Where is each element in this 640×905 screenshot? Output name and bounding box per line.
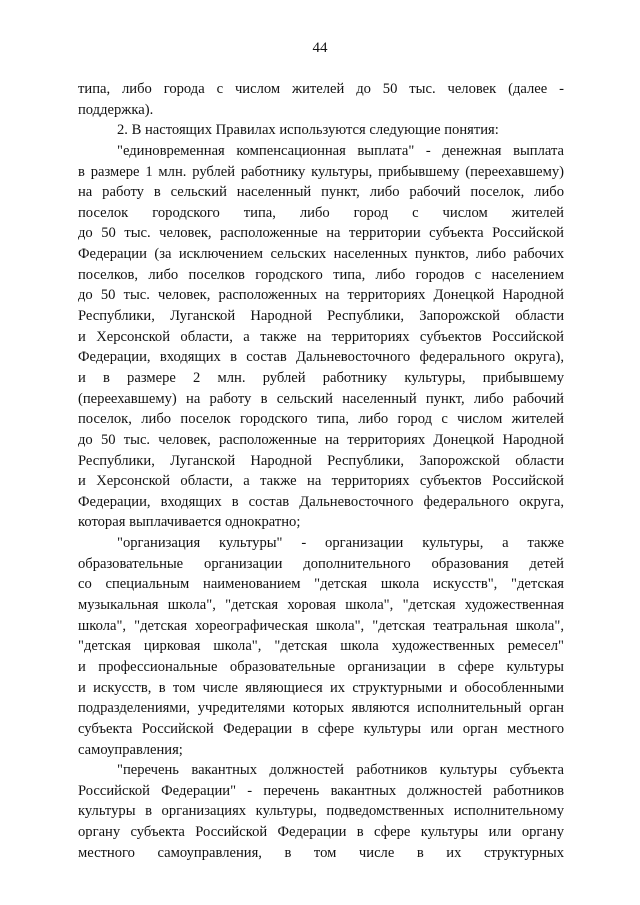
text-line: поселок городского типа, либо город с числом жителей	[78, 204, 564, 221]
text-line: поселок, либо поселок городского типа, либо город с числом жителей	[78, 411, 564, 428]
text-line: "организация культуры" - организации культуры, а также	[117, 535, 564, 552]
text-line: до 50 тыс. человек, расположенные на территории субъекта Российской	[78, 225, 564, 242]
document-body	[78, 79, 564, 863]
text-line: и в размере 2 млн. рублей работнику культуры, прибывшему	[78, 369, 564, 386]
text-line: поселков, либо поселков городского типа, либо городов с населением	[78, 266, 564, 283]
text-line: Республики, Луганской Народной Республики, Запорожской области	[78, 308, 564, 325]
text-line: 2. В настоящих Правилах используются следующие понятия:	[117, 122, 499, 139]
text-line: (переехавшему) на работу в сельский населенный пункт, либо рабочий	[78, 390, 564, 407]
text-line: самоуправления;	[78, 741, 183, 758]
text-line: и профессиональные образовательные организации в сфере культуры	[78, 658, 564, 675]
text-line: и Херсонской области, а также на территориях субъектов Российской	[78, 473, 564, 490]
text-line: со специальным наименованием "детская школа искусств", "детская	[78, 576, 564, 593]
text-line: "детская цирковая школа", "детская школа художественных ремесел"	[78, 638, 564, 655]
text-line: Федерации (за исключением сельских населенных пунктов, либо рабочих	[78, 246, 564, 263]
text-line: Республики, Луганской Народной Республики, Запорожской области	[78, 452, 564, 469]
text-line: до 50 тыс. человек, расположенные на территориях Донецкой Народной	[78, 431, 564, 448]
text-line: Российской Федерации" - перечень вакантных должностей работников	[78, 782, 564, 799]
text-line: образовательные организации дополнительного образования детей	[78, 555, 564, 572]
text-line: музыкальная школа", "детская хоровая школа", "детская художественная	[78, 597, 564, 614]
text-line: до 50 тыс. человек, расположенных на территориях Донецкой Народной	[78, 287, 564, 304]
text-line: которая выплачивается однократно;	[78, 514, 301, 531]
text-line: подразделениями, учредителями которых являются исполнительный орган	[78, 700, 564, 717]
text-line: Федерации, входящих в состав Дальневосточного федерального округа),	[78, 349, 564, 366]
text-line: типа, либо города с числом жителей до 50 тыс. человек (далее -	[78, 81, 564, 97]
page-number: 44	[312, 40, 328, 56]
text-line: и Херсонской области, а также на территориях субъектов Российской	[78, 328, 564, 345]
text-line: в размере 1 млн. рублей работнику культуры, прибывшему (переехавшему)	[78, 163, 564, 180]
text-line: культуры в организациях культуры, подведомственных исполнительному	[78, 803, 564, 820]
text-line: и искусств, в том числе являющиеся их структурными и обособленными	[78, 679, 564, 696]
text-line: субъекта Российской Федерации в сфере культуры или орган местного	[78, 720, 564, 737]
text-line: Федерации, входящих в состав Дальневосточного федерального округа,	[78, 493, 564, 510]
text-line: "единовременная компенсационная выплата" - денежная выплата	[117, 142, 564, 159]
text-line: местного самоуправления, в том числе в их структурных	[78, 844, 564, 861]
text-line: "перечень вакантных должностей работников культуры субъекта	[117, 762, 564, 779]
text-line: школа", "детская хореографическая школа", "детская театральная школа",	[78, 617, 564, 634]
text-line: на работу в сельский населенный пункт, либо рабочий поселок, либо	[78, 184, 564, 201]
text-line: органу субъекта Российской Федерации в сфере культуры или органу	[78, 824, 564, 841]
text-line: поддержка).	[78, 101, 154, 118]
